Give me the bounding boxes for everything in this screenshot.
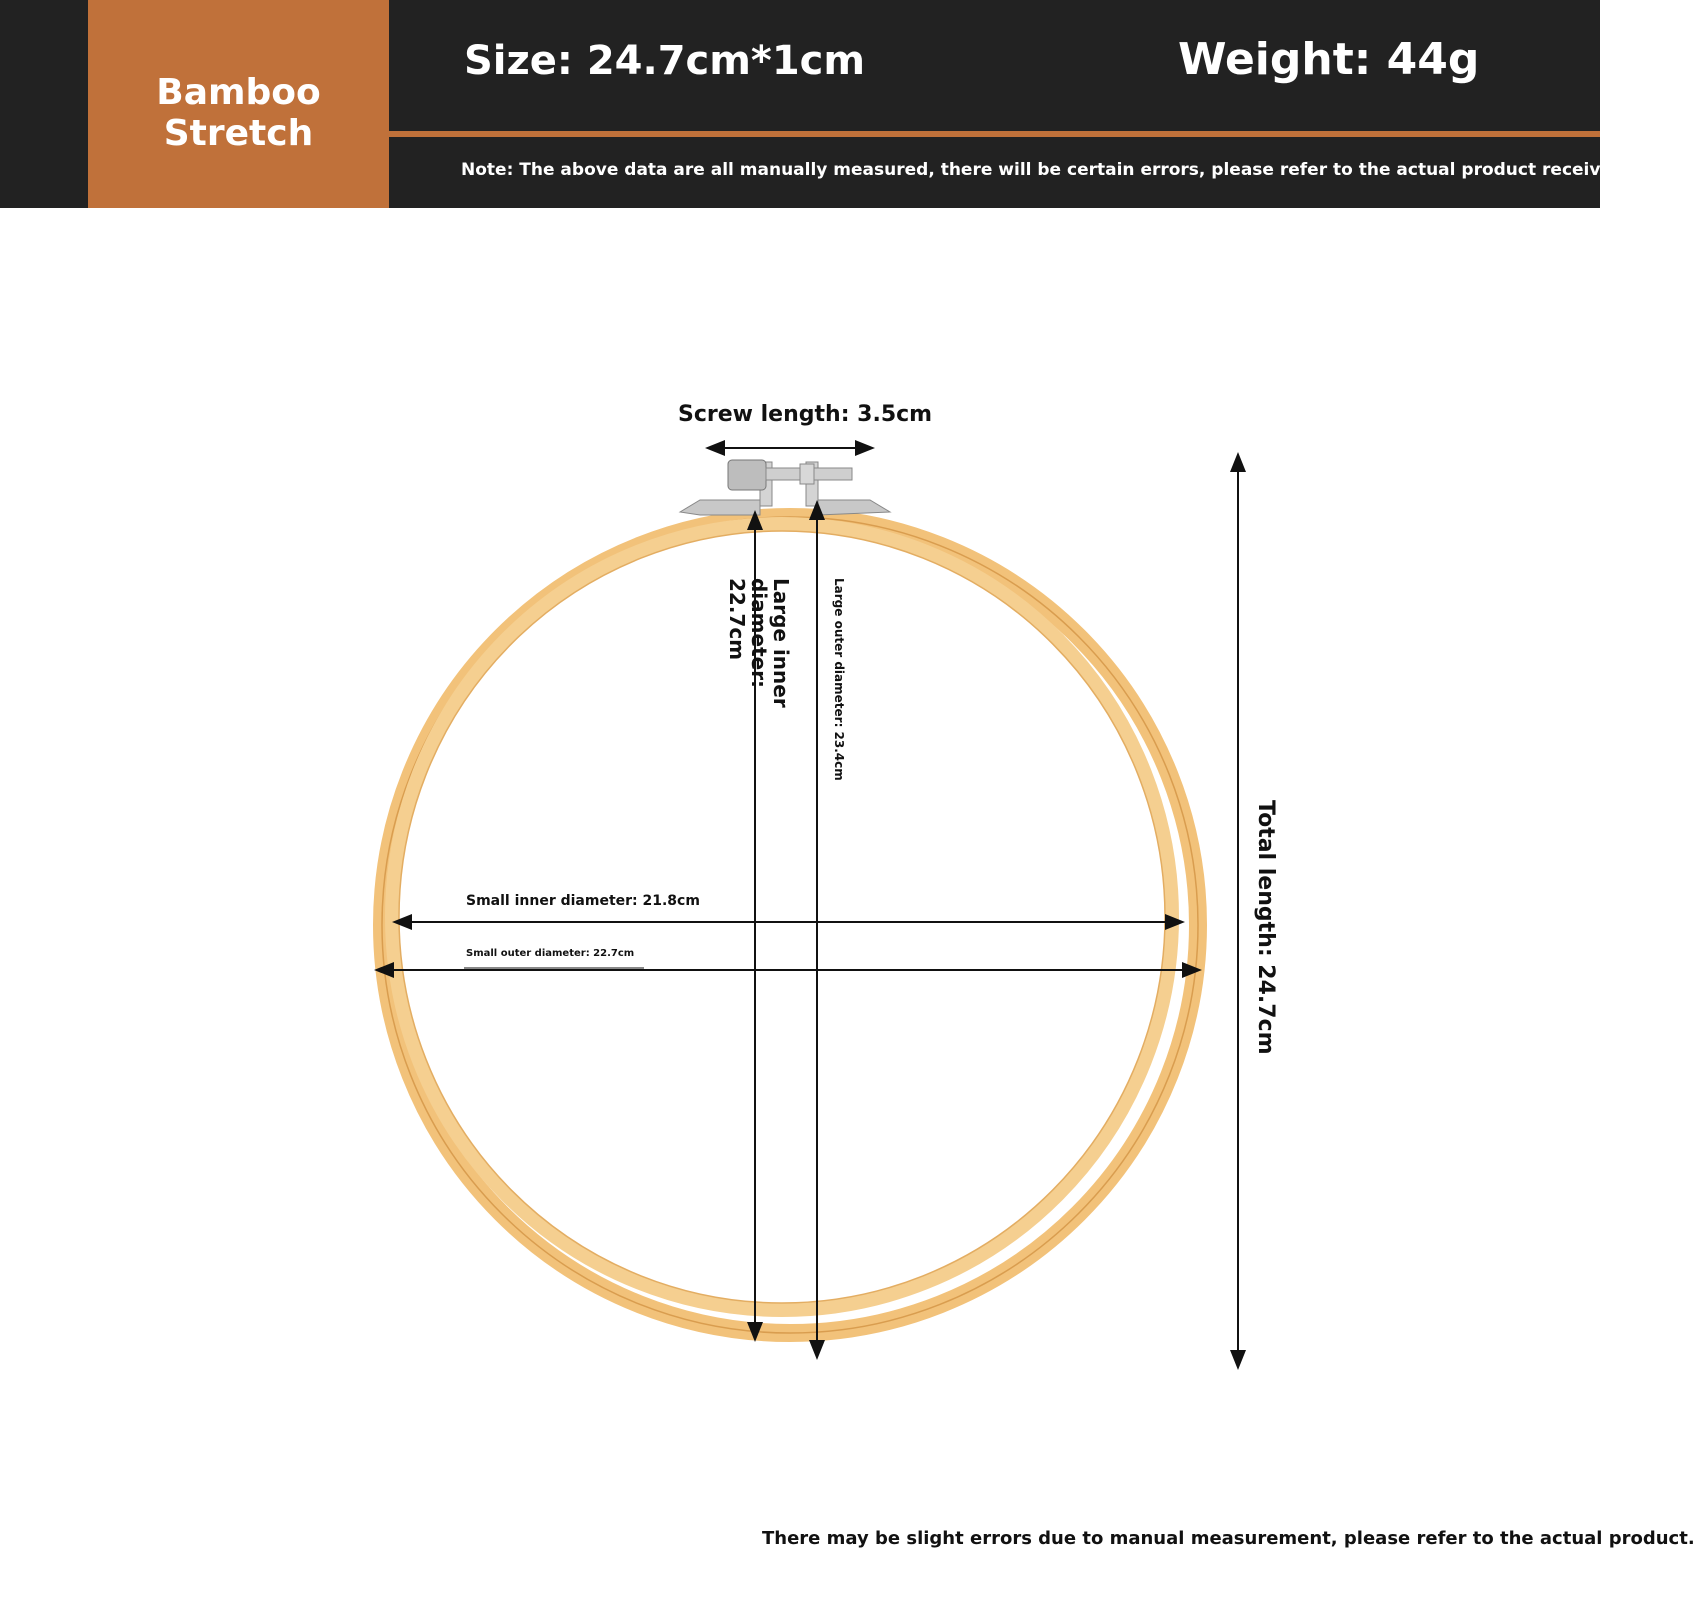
screw-clamp [680,460,890,515]
measurement-note: Note: The above data are all manually measured, there will be certain errors, please refer to the actual product received! [461,160,1632,180]
clamp-left [680,500,760,515]
footer-disclaimer: There may be slight errors due to manual measurement, please refer to the actual product. [762,1528,1695,1549]
thumb-screw-head [728,460,766,490]
screw-nut [800,464,814,484]
size-spec: Size: 24.7cm*1cm [464,38,866,84]
screw-length-label: Screw length: 3.5cm [678,402,933,427]
brand-title: Bamboo Stretch [156,72,321,154]
total-length-label: Total length: 24.7cm [1253,800,1278,1055]
weight-spec: Weight: 44g [1178,34,1480,85]
small-inner-diameter-label: Small inner diameter: 21.8cm [466,893,700,909]
large-inner-diameter-label: Large inner diameter: 22.7cm [725,578,793,708]
small-outer-diameter-label: Small outer diameter: 22.7cm [466,948,635,959]
large-outer-diameter-label: Large outer diameter: 23.4cm [832,578,846,781]
clamp-right [818,500,890,515]
